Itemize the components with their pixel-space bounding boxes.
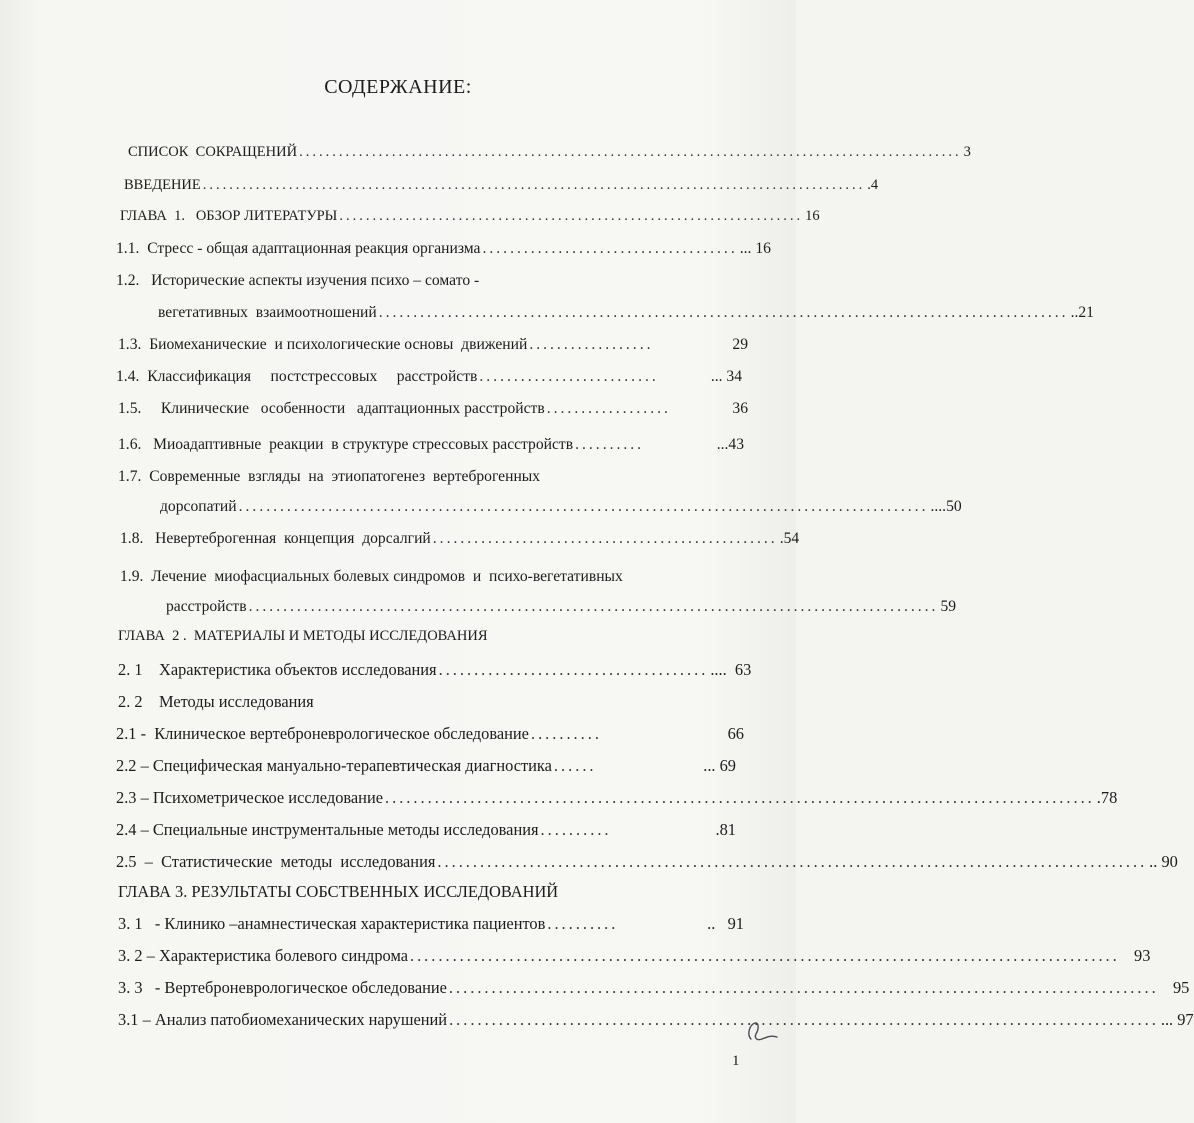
toc-entry: 1.5. Клинические особенности адаптационных расстройств .................. 36 [118, 400, 748, 417]
toc-entry: 1.9. Лечение миофасциальных болевых синдромов и психо-вегетативных [120, 568, 623, 585]
toc-entry: 2.5 – Статистические методы исследования .................................................................................................... .. 90 [116, 852, 1178, 871]
toc-entry: 3.1 – Анализ патобиомеханических нарушений .................................................................................................... ... 97 [118, 1010, 1194, 1029]
toc-entry: 2.4 – Специальные инструментальные методы исследования .......... .81 [116, 820, 736, 839]
toc-entry: ВВЕДЕНИЕ .................................................................................................... .4 [124, 177, 879, 193]
toc-entry: 2. 1 Характеристика объектов исследования ...................................... .... 63 [118, 660, 752, 679]
toc-entry: 2. 2 Методы исследования [118, 692, 314, 711]
page-title: СОДЕРЖАНИЕ: [324, 76, 472, 98]
toc-entry: 3. 2 – Характеристика болевого синдрома .................................................................................................... 93 [118, 946, 1151, 965]
toc-entry-chapter: ГЛАВА 1. ОБЗОР ЛИТЕРАТУРЫ ...................................................................... 16 [120, 208, 820, 224]
toc-entry-chapter: ГЛАВА 2 . МАТЕРИАЛЫ И МЕТОДЫ ИССЛЕДОВАНИЯ [118, 628, 488, 644]
toc-entry: 1.2. Исторические аспекты изучения психо – сомато - [116, 272, 480, 289]
toc-entry: 1.6. Миоадаптивные реакции в структуре стрессовых расстройств .......... ...43 [118, 436, 744, 453]
handwritten-mark-icon [745, 1017, 781, 1047]
toc-entry-chapter: ГЛАВА 3. РЕЗУЛЬТАТЫ СОБСТВЕННЫХ ИССЛЕДОВАНИЙ [118, 882, 559, 901]
toc-entry-continuation: дорсопатий .................................................................................................... ....50 [160, 498, 962, 515]
toc-entry: СПИСОК СОКРАЩЕНИЙ .................................................................................................... 3 [128, 144, 971, 160]
toc-entry: 3. 3 - Вертеброневрологическое обследование .................................................................................................... 95 [118, 978, 1190, 997]
toc-entry-continuation: вегетативных взаимоотношений .................................................................................................... ..21 [158, 304, 1094, 321]
toc-entry: 2.3 – Психометрическое исследование .................................................................................................... .78 [116, 788, 1118, 807]
toc-entry-continuation: расстройств .................................................................................................... 59 [166, 598, 957, 615]
toc-entry: 1.4. Классификация постстрессовых расстройств .......................... ... 34 [116, 368, 742, 385]
toc-entry: 2.2 – Специфическая мануально-терапевтическая диагностика ...... ... 69 [116, 756, 736, 775]
toc-entry: 1.1. Стресс - общая адаптационная реакция организма ..................................... ... 16 [116, 240, 771, 257]
toc-entry: 1.7. Современные взгляды на этиопатогенез вертеброгенных [118, 468, 541, 485]
toc-entry: 2.1 - Клиническое вертеброневрологическое обследование .......... 66 [116, 724, 744, 743]
toc-entry: 3. 1 - Клинико –анамнестическая характеристика пациентов .......... .. 91 [118, 914, 744, 933]
toc-entry: 1.3. Биомеханические и психологические основы движений .................. 29 [118, 336, 748, 353]
toc-entry: 1.8. Невертеброгенная концепция дорсалгий .................................................. .54 [120, 530, 800, 547]
page-number: 1 [732, 1053, 740, 1069]
